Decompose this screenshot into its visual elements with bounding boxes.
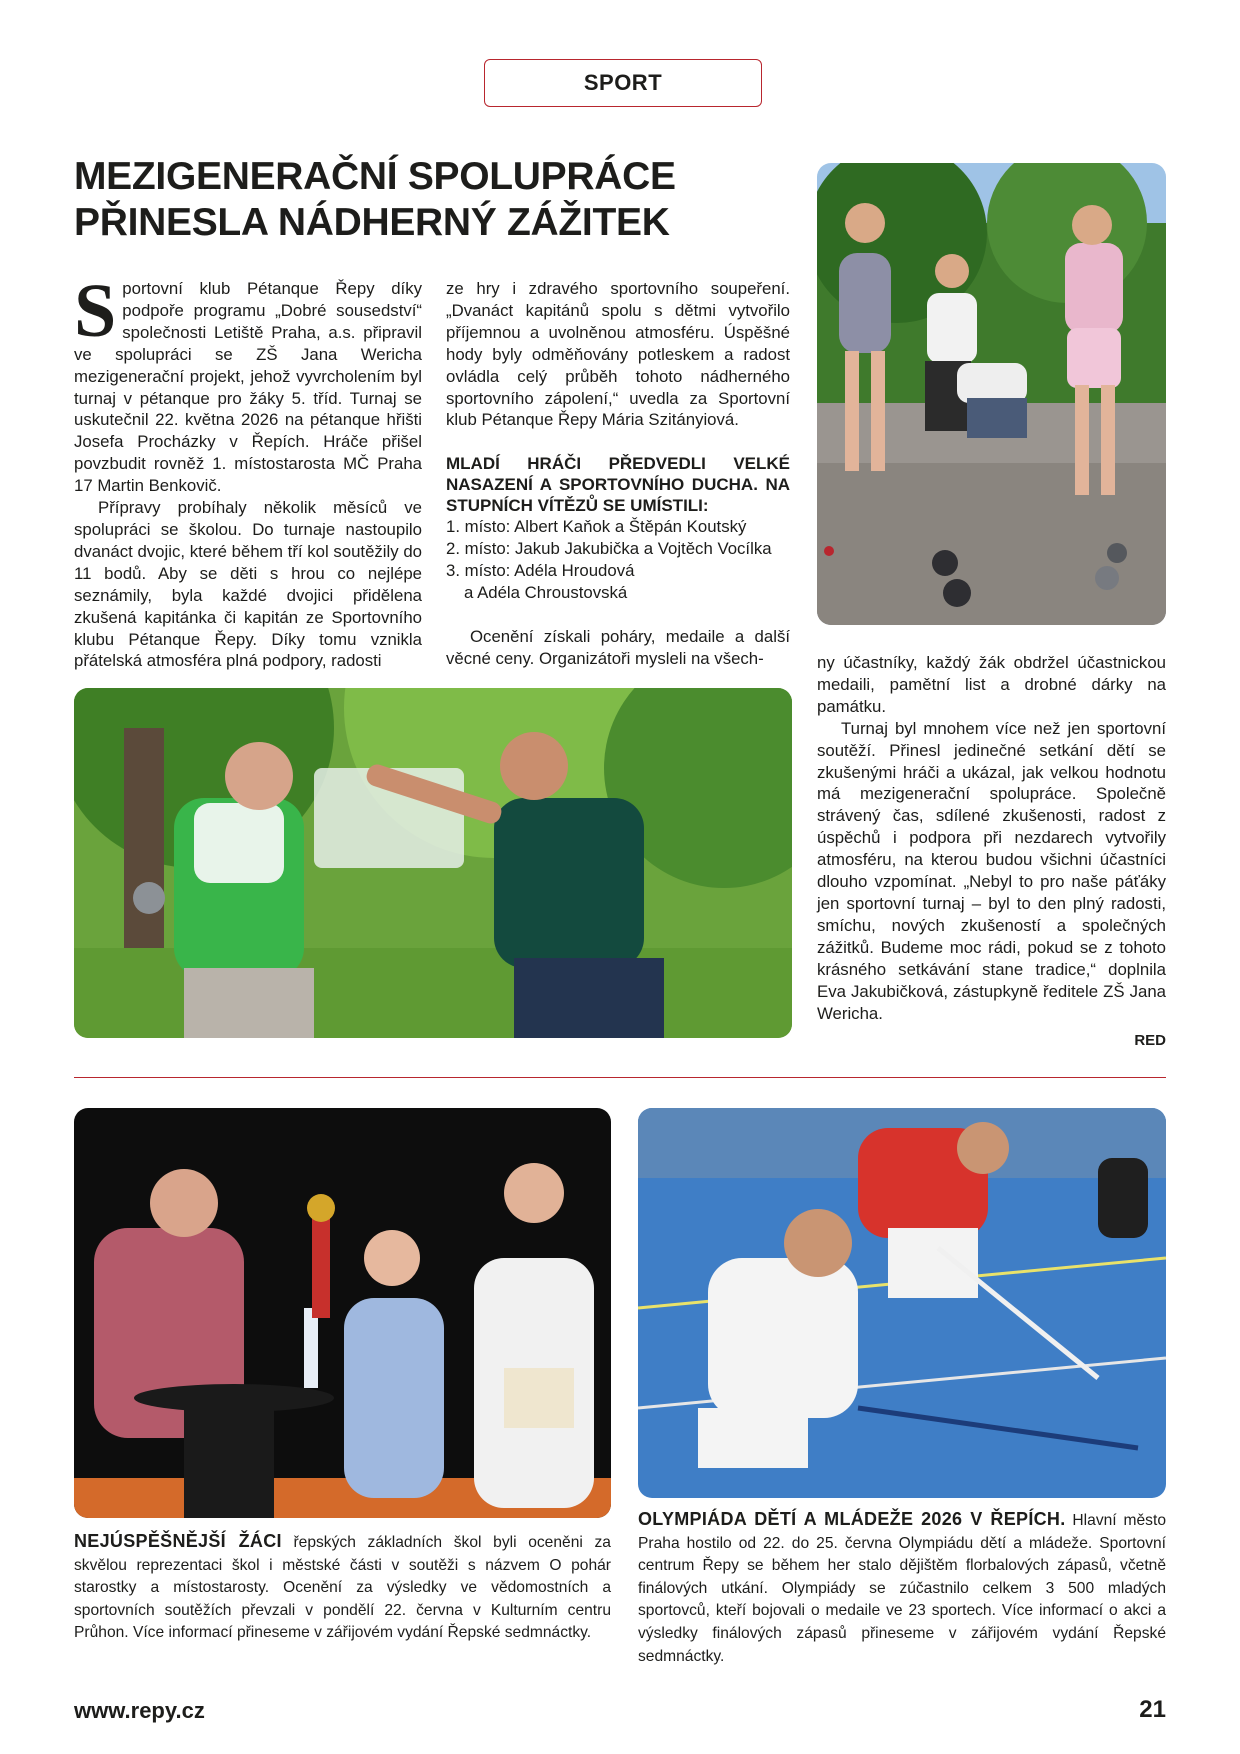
article-signature: RED	[1134, 1032, 1166, 1050]
photo-award-ceremony	[74, 1108, 611, 1518]
article-paragraph-3: ze hry i zdravého sportovního soupeření. „Dvanáct kapitánů spolu s dětmi vytvořilo příjemnou a uvolněnou atmosféru. Úspěšné hody byly odměňovány potleskem a radost ovládla celý průběh tohoto nádherného sportovního zápolení,“ uvedla za Sportovní klub Pétanque Řepy Mária Szitányiová.	[446, 279, 790, 430]
article-column-3	[817, 652, 1166, 1052]
winner-2: 2. místo: Jakub Jakubička a Vojtěch Vocílka	[446, 539, 772, 559]
caption-award-lead: NEJÚSPĚŠNĚJŠÍ ŽÁCI	[74, 1531, 282, 1551]
caption-olympiad	[638, 1508, 1166, 1668]
page-number: 21	[1139, 1696, 1166, 1723]
caption-award	[74, 1530, 611, 1645]
drop-cap: S	[74, 269, 117, 353]
article-paragraph-4: Ocenění získali poháry, medaile a další věcné ceny. Organizátoři mysleli na všech-	[446, 626, 790, 668]
article-paragraph-1: Sportovní klub Pétanque Řepy díky podpoře programu „Dobré sousedství“ společnosti Letiště Praha, a.s. připravil ve spolupráci se ZŠ Jana Wericha mezigenerační projekt, jehož vyvrcholením byl turnaj v pétanque pro žáky 5. tříd. Turnaj se uskutečnil 22. května 2026 na pétanque hřišti Josefa Procházky v Řepích. Hráče přišel povzbudit rovněž 1. místostarosta MČ Praha 17 Martin Benkovič.	[74, 269, 422, 496]
article-headline	[74, 154, 734, 246]
caption-olympiad-text: OLYMPIÁDA DĚTÍ A MLÁDEŽE 2026 V ŘEPÍCH. Hlavní město Praha hostilo od 22. do 25. června Olympiádu dětí a mládeže. Sportovní centrum Řepy se během her stalo dějištěm florbalových zápasů, včetně finálových utkání. Olympiády se zúčastnilo celkem 3 500 mladých sportovců, kteří bojovali o medaile ve 23 sportech. Více informací o akci a výsledky finálových zápasů přineseme v zářijovém vydání Řepské sedmnáctky.	[638, 1509, 1166, 1665]
article-column-1	[74, 269, 422, 672]
article-paragraph-2: Přípravy probíhaly několik měsíců ve spolupráci se školou. Do turnaje nastoupilo dvanáct dvojic, které během tří kol soutěžily do 11 bodů. Aby se děti s hrou co nejlépe seznámily, byla každé dvojici přidělena zkušená kapitánka či kapitán ze Sportovního klubu Pétanque Řepy. Díky tomu vznikla přátelská atmosféra plná podpory, radosti	[74, 498, 422, 671]
article-column-2	[446, 278, 790, 670]
winner-1: 1. místo: Albert Kaňok a Štěpán Koutský	[446, 517, 747, 537]
article-paragraph-5: ny účastníky, každý žák obdržel účastnickou medaili, pamětní list a drobné dárky na památku.	[817, 653, 1166, 716]
winners-list	[446, 516, 790, 604]
section-divider	[74, 1077, 1166, 1078]
photo-adult-players	[74, 688, 792, 1038]
results-subheading: MLADÍ HRÁČI PŘEDVEDLI VELKÉ NASAZENÍ A SPORTOVNÍHO DUCHA. NA STUPNÍCH VÍTĚZŮ SE UMÍSTILI:	[446, 454, 790, 516]
winner-3-cont: a Adéla Chroustovská	[464, 583, 628, 603]
winner-3: 3. místo: Adéla Hroudová	[446, 561, 635, 581]
section-label: SPORT	[484, 59, 762, 107]
photo-floorball-match	[638, 1108, 1166, 1498]
photo-children-petanque	[817, 163, 1166, 625]
article-paragraph-6: Turnaj byl mnohem více než jen sportovní soutěží. Přinesl jedinečné setkání dětí se zkušenými hráči a ukázal, jak velkou hodnotu má mezigenerační spolupráce. Společně strávený čas, sdílené zkušenosti, radost z úspěchů i podpora při nezdarech vytvořily atmosféru, na kterou budou všichni účastníci dlouho vzpomínat. „Nebyl to pro naše páťáky jen sportovní turnaj – byl to den plný radosti, smíchu, nových zkušeností a společných zážitků. Budeme moc rádi, pokud se z tohoto krásného setkávání stane tradice,“ doplnila Eva Jakubičková, zástupkyně ředitele ZŠ Jana Wericha.	[817, 718, 1166, 1023]
footer-website[interactable]: www.repy.cz	[74, 1698, 205, 1723]
headline-line-1: MEZIGENERAČNÍ SPOLUPRÁCE	[74, 155, 676, 198]
caption-award-text: NEJÚSPĚŠNĚJŠÍ ŽÁCI řepských základních škol byli oceněni za skvělou reprezentaci škol i městské části v soutěži s názvem O pohár starostky a místostarosty. Ocenění za výsledky ve vědomostních a sportovních soutěžích převzali v pondělí 22. června v Kulturním centru Průhon. Více informací přineseme v zářijovém vydání Řepské sedmnáctky.	[74, 1531, 611, 1642]
headline-line-2: PŘINESLA NÁDHERNÝ ZÁŽITEK	[74, 201, 670, 244]
caption-olympiad-lead: OLYMPIÁDA DĚTÍ A MLÁDEŽE 2026 V ŘEPÍCH.	[638, 1509, 1066, 1529]
